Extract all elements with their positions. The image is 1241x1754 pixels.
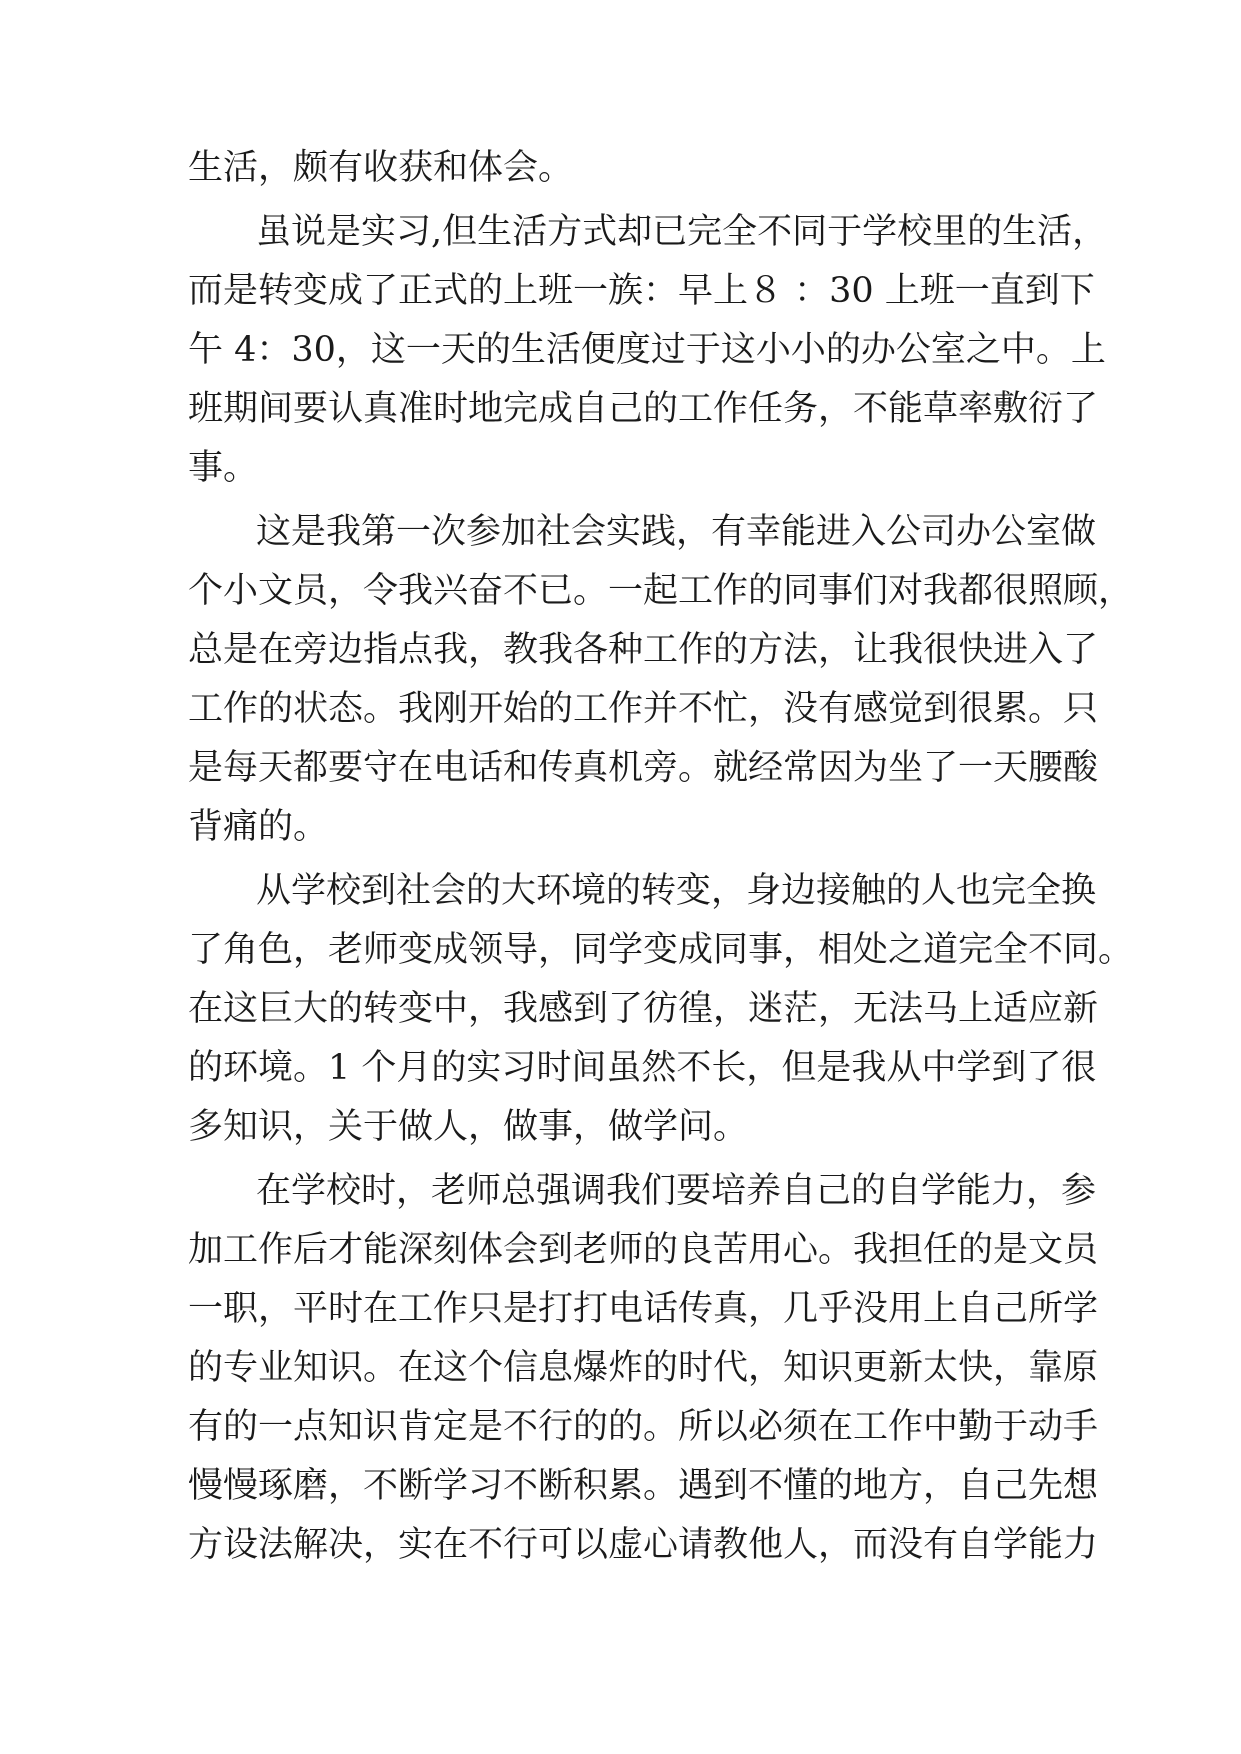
paragraph-first-line: 虽说是实习,但生活方式却已完全不同于学校里的生活， xyxy=(256,212,1108,252)
text-line: 总是在旁边指点我，教我各种工作的方法，让我很快进入了 xyxy=(188,630,1099,670)
text-line: 加工作后才能深刻体会到老师的良苦用心。我担任的是文员 xyxy=(188,1230,1099,1270)
text-line: 生活，颇有收获和体会。 xyxy=(188,148,574,188)
text-line: 个小文员，令我兴奋不已。一起工作的同事们对我都很照顾， xyxy=(188,571,1134,611)
text-line: 一职，平时在工作只是打打电话传真，几乎没用上自己所学 xyxy=(188,1289,1099,1329)
paragraph-first-line: 在学校时，老师总强调我们要培养自己的自学能力，参 xyxy=(256,1171,1097,1211)
text-line: 背痛的。 xyxy=(188,807,329,847)
text-line: 有的一点知识肯定是不行的的。所以必须在工作中勤于动手 xyxy=(188,1407,1099,1447)
paragraph-first-line: 这是我第一次参加社会实践，有幸能进入公司办公室做 xyxy=(256,512,1097,552)
text-line: 事。 xyxy=(188,448,259,488)
text-line: 方设法解决，实在不行可以虚心请教他人，而没有自学能力 xyxy=(188,1525,1099,1565)
text-line: 慢慢琢磨，不断学习不断积累。遇到不懂的地方，自己先想 xyxy=(188,1466,1099,1506)
paragraph-first-line: 从学校到社会的大环境的转变，身边接触的人也完全换 xyxy=(256,871,1097,911)
text-line: 班期间要认真准时地完成自己的工作任务，不能草率敷衍了 xyxy=(188,389,1099,429)
text-line: 是每天都要守在电话和传真机旁。就经常因为坐了一天腰酸 xyxy=(188,748,1099,788)
text-line: 的专业知识。在这个信息爆炸的时代，知识更新太快，靠原 xyxy=(188,1348,1099,1388)
text-line: 了角色，老师变成领导，同学变成同事，相处之道完全不同。 xyxy=(188,930,1134,970)
text-line: 工作的状态。我刚开始的工作并不忙，没有感觉到很累。只 xyxy=(188,689,1099,729)
text-line: 多知识，关于做人，做事，做学问。 xyxy=(188,1107,749,1147)
text-line: 的环境。1 个月的实习时间虽然不长，但是我从中学到了很 xyxy=(188,1048,1097,1088)
text-line: 在这巨大的转变中，我感到了彷徨，迷茫，无法马上适应新 xyxy=(188,989,1099,1029)
text-line: 而是转变成了正式的上班一族：早上８ ：30 上班一直到下 xyxy=(188,271,1095,311)
text-line: 午 4：30，这一天的生活便度过于这小小的办公室之中。上 xyxy=(188,330,1106,370)
